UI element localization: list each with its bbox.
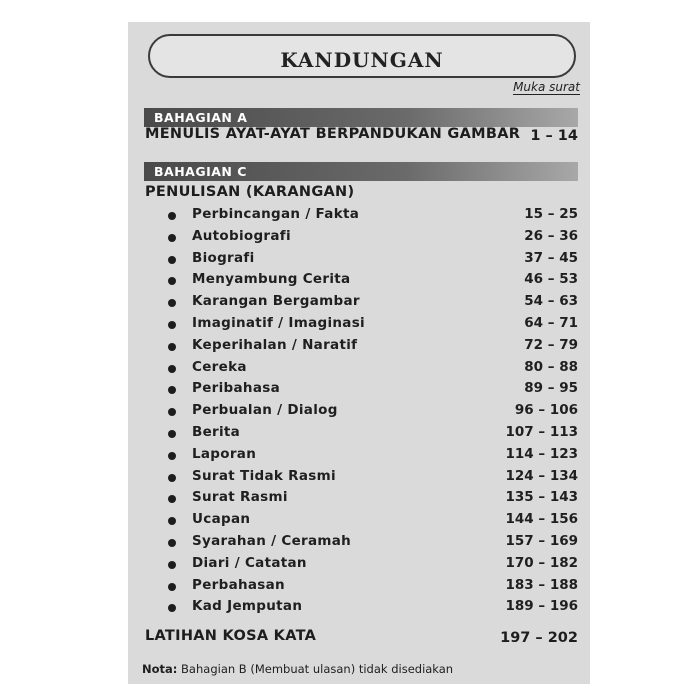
toc-entry-pages: 170 – 182 [505,554,578,571]
toc-entry-label: Syarahan / Ceramah [192,532,352,549]
toc-entry-pages: 144 – 156 [505,511,578,528]
section-c-band-label: BAHAGIAN C [154,164,247,179]
toc-entry [128,468,590,490]
toc-entry-label: Ucapan [192,511,251,528]
toc-entry-label: Kad Jemputan [192,598,303,615]
toc-entry-pages: 183 – 188 [505,576,578,593]
toc-entry [128,424,590,446]
bullet-icon [168,583,176,591]
document-page [128,22,590,684]
bullet-icon [168,321,176,329]
toc-entry [128,446,590,468]
toc-entry-pages: 72 – 79 [524,336,578,353]
section-a-band-label: BAHAGIAN A [154,110,248,125]
section-c-heading: PENULISAN (KARANGAN) [145,184,355,200]
bullet-icon [168,474,176,482]
toc-entry-pages: 64 – 71 [524,314,578,331]
vocab-heading: LATIHAN KOSA KATA [145,628,317,644]
toc-entry [128,577,590,599]
page-number-column-label: Muka surat [513,80,580,94]
bullet-icon [168,604,176,612]
section-a-heading: MENULIS AYAT-AYAT BERPANDUKAN GAMBAR [145,126,521,142]
toc-entry-label: Peribahasa [192,380,280,397]
toc-entry [128,315,590,337]
toc-entry-label: Imaginatif / Imaginasi [192,314,365,331]
toc-entry [128,293,590,315]
toc-entry-pages: 37 – 45 [524,249,578,266]
toc-entry-pages: 54 – 63 [524,293,578,310]
page-title: KANDUNGAN [280,48,444,72]
bullet-icon [168,408,176,416]
toc-entry [128,402,590,424]
toc-entry-pages: 80 – 88 [524,358,578,375]
toc-entry-label: Menyambung Cerita [192,271,351,288]
bullet-icon [168,495,176,503]
bullet-icon [168,212,176,220]
section-a-band [144,108,578,127]
toc-entry-label: Cereka [192,358,247,375]
bullet-icon [168,365,176,373]
bullet-icon [168,234,176,242]
toc-entry-label: Surat Tidak Rasmi [192,467,336,484]
footnote [142,662,453,676]
vocab-pages: 197 – 202 [500,630,578,646]
toc-entry-label: Perbualan / Dialog [192,402,338,419]
toc-entry [128,533,590,555]
toc-entry-pages: 26 – 36 [524,227,578,244]
toc-entry-label: Diari / Catatan [192,554,307,571]
title-banner [148,34,576,78]
toc-entry [128,337,590,359]
toc-entry [128,271,590,293]
toc-entry-pages: 135 – 143 [505,489,578,506]
section-c-band [144,162,578,181]
toc-entry-list [128,206,590,620]
toc-entry [128,250,590,272]
bullet-icon [168,343,176,351]
toc-entry [128,380,590,402]
toc-entry [128,228,590,250]
toc-entry-pages: 124 – 134 [505,467,578,484]
toc-entry-label: Berita [192,423,241,440]
toc-entry-pages: 15 – 25 [524,206,578,222]
toc-entry-label: Surat Rasmi [192,489,288,506]
toc-entry-label: Autobiografi [192,227,291,244]
toc-entry [128,489,590,511]
toc-entry-label: Perbincangan / Fakta [192,206,360,222]
bullet-icon [168,386,176,394]
toc-entry-pages: 96 – 106 [514,402,578,419]
bullet-icon [168,561,176,569]
footnote-text: Bahagian B (Membuat ulasan) tidak disediakan [181,662,454,676]
toc-entry [128,555,590,577]
toc-entry-label: Karangan Bergambar [192,293,360,310]
bullet-icon [168,452,176,460]
bullet-icon [168,256,176,264]
toc-entry-pages: 189 – 196 [505,598,578,615]
toc-entry-label: Keperihalan / Naratif [192,336,358,353]
toc-entry-label: Perbahasan [192,576,285,593]
toc-entry [128,206,590,228]
footnote-label: Nota: [142,662,178,676]
toc-entry-pages: 107 – 113 [505,423,578,440]
bullet-icon [168,539,176,547]
toc-entry-label: Laporan [192,445,257,462]
toc-entry-pages: 46 – 53 [524,271,578,288]
bullet-icon [168,517,176,525]
bullet-icon [168,299,176,307]
section-a-pages: 1 – 14 [530,128,578,144]
toc-entry-label: Biografi [192,249,255,266]
toc-entry-pages: 89 – 95 [524,380,578,397]
toc-entry-pages: 157 – 169 [505,532,578,549]
toc-entry-pages: 114 – 123 [505,445,578,462]
toc-entry [128,359,590,381]
bullet-icon [168,430,176,438]
toc-entry [128,511,590,533]
toc-entry [128,598,590,620]
bullet-icon [168,277,176,285]
